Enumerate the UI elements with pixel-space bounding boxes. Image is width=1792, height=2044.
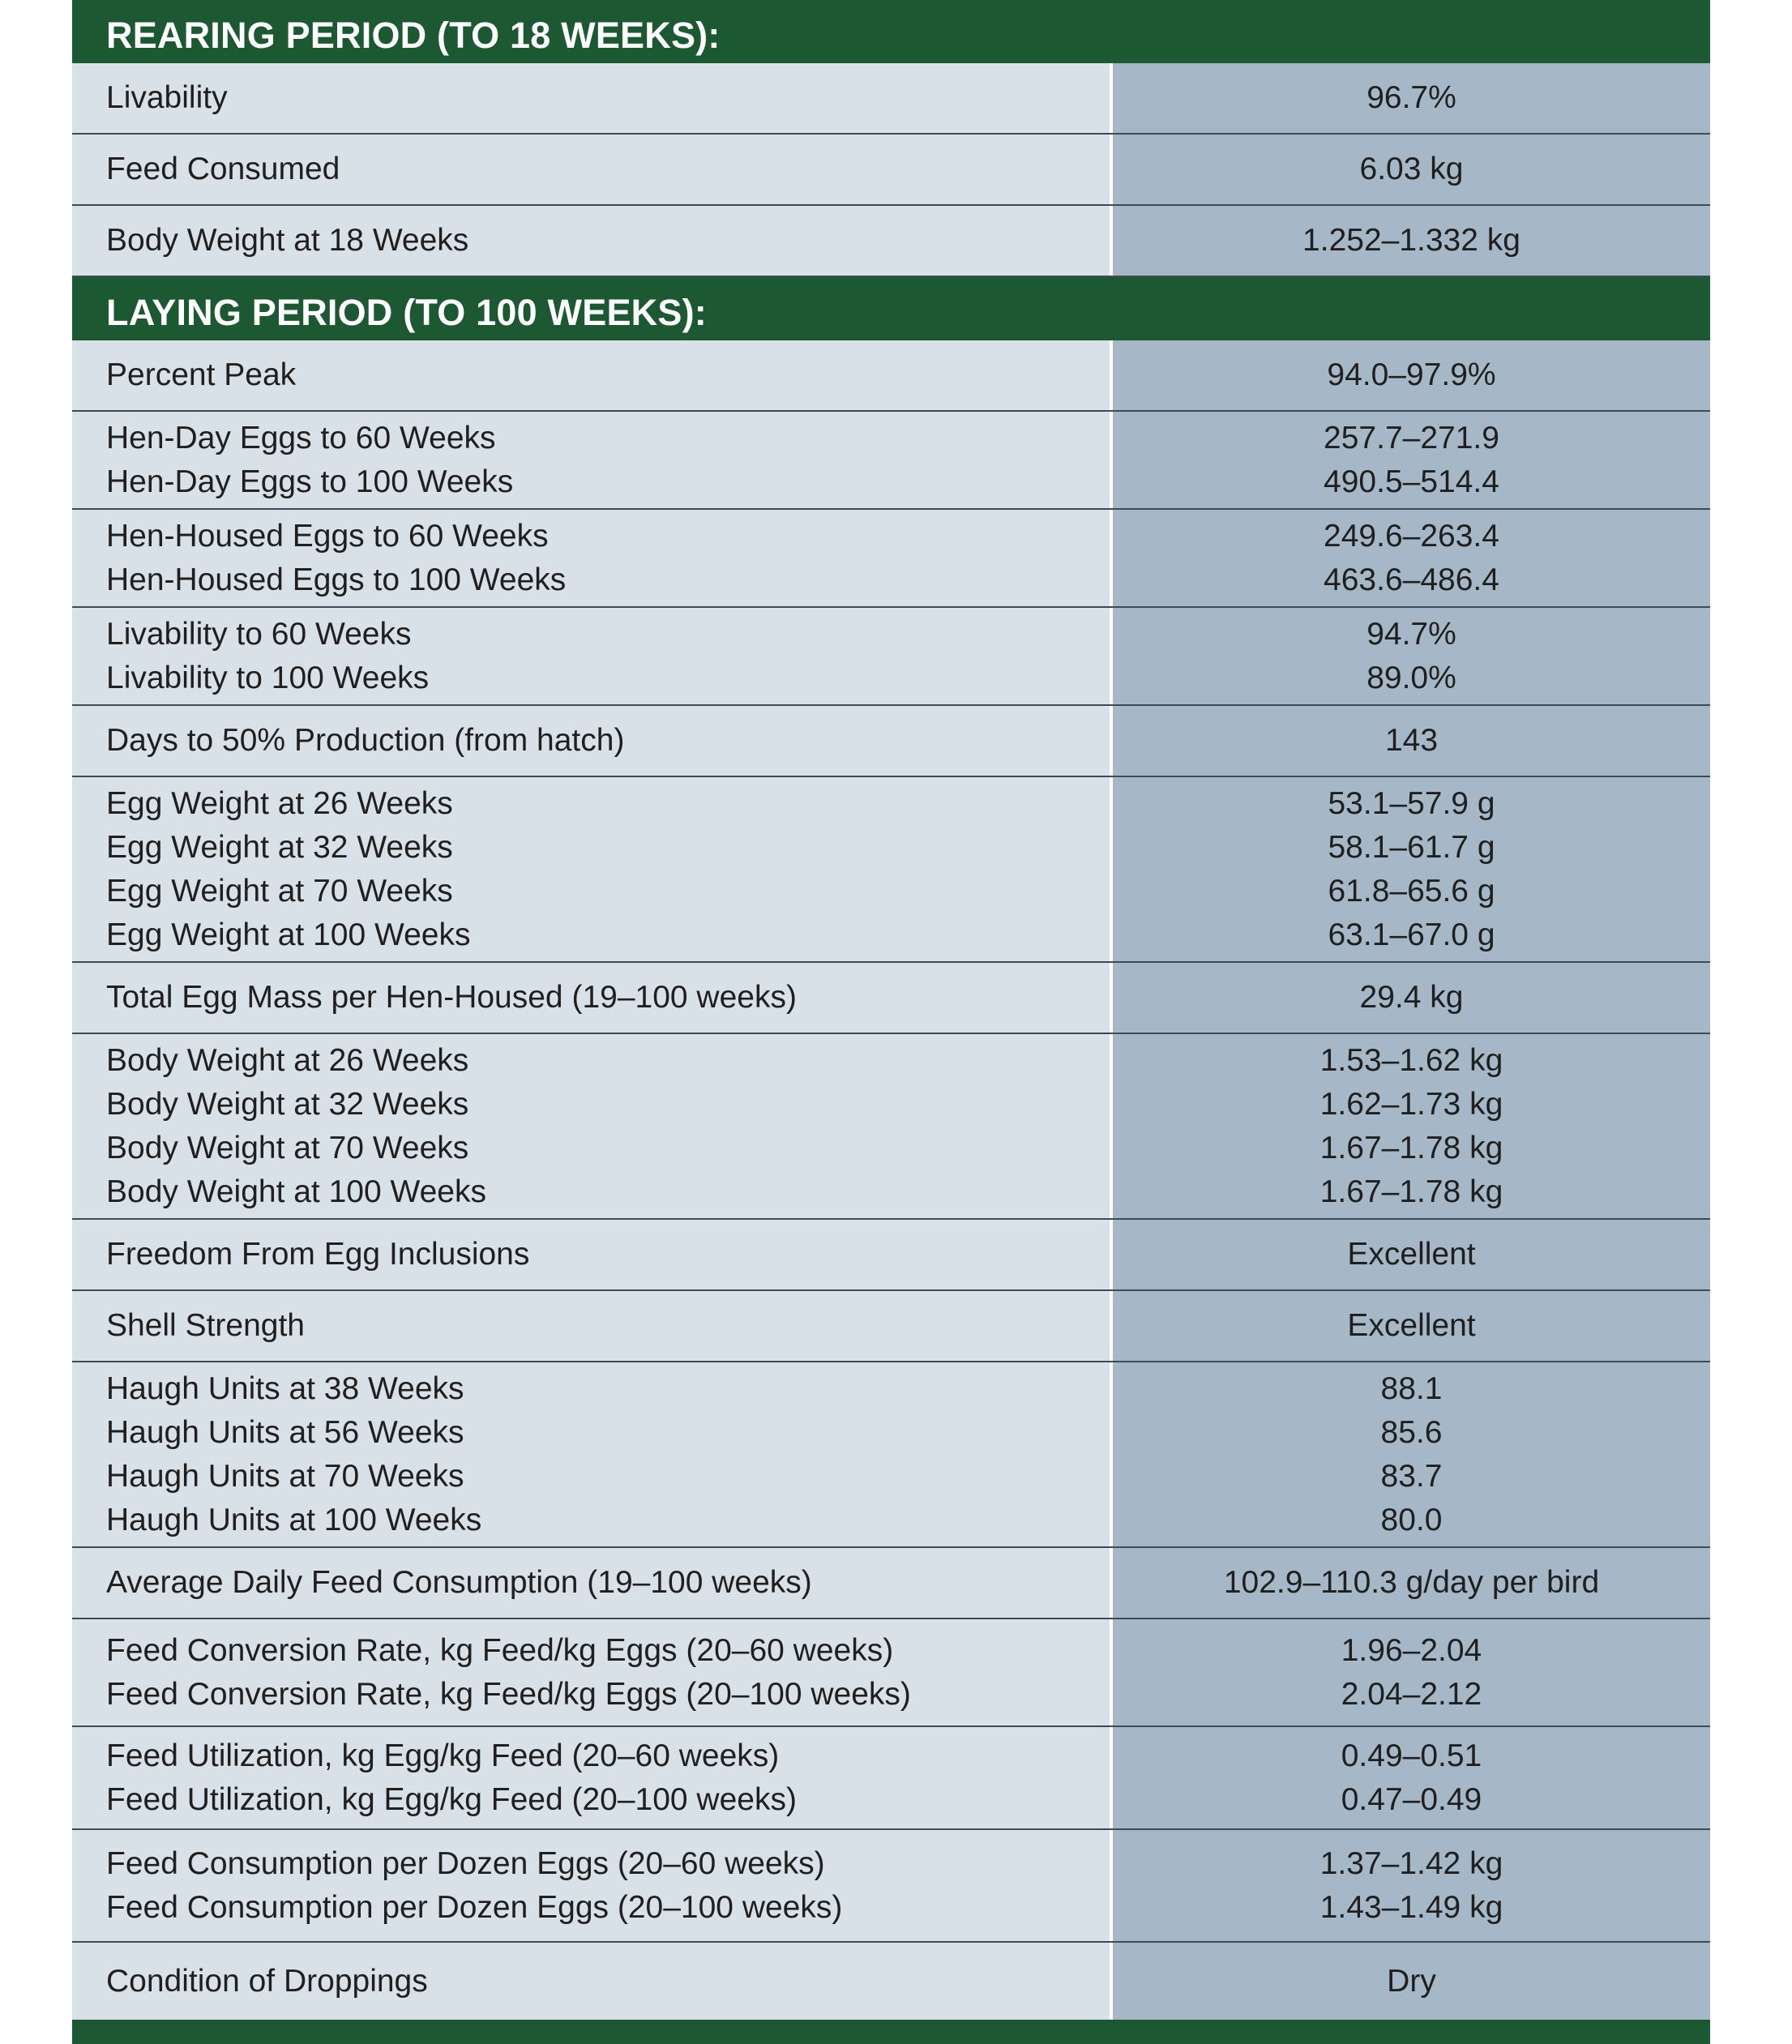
row-value: 6.03 kg [1359, 152, 1464, 186]
row-value: 1.67–1.78 kg [1319, 1174, 1503, 1209]
row-value-cell [1110, 1619, 1710, 1725]
row-value: 143 [1384, 723, 1439, 758]
row-label: Hen-Housed Eggs to 100 Weeks [106, 562, 567, 597]
row-value: Dry [1387, 1963, 1436, 1999]
row-value-cell [1110, 963, 1710, 1033]
row-label: Body Weight at 26 Weeks [106, 1042, 469, 1078]
row-label: Feed Consumed [106, 152, 340, 186]
row-value: 257.7–271.9 [1324, 420, 1499, 455]
row-label: Feed Consumption per Dozen Eggs (20–100 weeks) [106, 1889, 843, 1925]
row-label-cell [72, 135, 1110, 204]
table-row [72, 1362, 1710, 1548]
row-value: Excellent [1347, 1237, 1476, 1272]
row-label: Egg Weight at 32 Weeks [106, 829, 453, 865]
row-value: 0.47–0.49 [1341, 1781, 1482, 1817]
row-value-cell [1110, 1548, 1710, 1618]
row-label-cell [72, 777, 1110, 961]
table-row [72, 1830, 1710, 1943]
table-row [72, 63, 1710, 135]
row-value: 0.49–0.51 [1341, 1738, 1482, 1773]
row-label: Hen-Housed Eggs to 60 Weeks [106, 518, 549, 554]
row-value: 1.53–1.62 kg [1319, 1042, 1503, 1078]
row-value: 1.252–1.332 kg [1302, 223, 1520, 258]
row-value: 61.8–65.6 g [1328, 873, 1495, 909]
row-value-cell [1110, 1291, 1710, 1361]
table-row [72, 135, 1710, 206]
row-value: 88.1 [1380, 1371, 1443, 1406]
table-row [72, 608, 1710, 706]
table-row [72, 706, 1710, 777]
row-value-cell [1110, 1220, 1710, 1289]
row-label: Shell Strength [106, 1308, 305, 1343]
row-label-cell [72, 1943, 1110, 2020]
row-label: Hen-Day Eggs to 100 Weeks [106, 464, 514, 499]
row-label: Feed Utilization, kg Egg/kg Feed (20–60 weeks) [106, 1738, 780, 1773]
row-value-cell [1110, 340, 1710, 410]
row-label: Days to 50% Production (from hatch) [106, 723, 625, 758]
row-value: 63.1–67.0 g [1328, 917, 1495, 952]
table-row [72, 1034, 1710, 1220]
row-label: Haugh Units at 100 Weeks [106, 1502, 482, 1537]
table-row [72, 1220, 1710, 1291]
table-row [72, 963, 1710, 1034]
row-label: Condition of Droppings [106, 1963, 428, 1999]
row-label: Feed Conversion Rate, kg Feed/kg Eggs (20–100 weeks) [106, 1676, 911, 1712]
row-label: Body Weight at 32 Weeks [106, 1086, 469, 1122]
row-value: 94.7% [1366, 616, 1456, 652]
row-value: 490.5–514.4 [1324, 464, 1499, 499]
table-row [72, 777, 1710, 963]
row-label-cell [72, 206, 1110, 276]
row-label-cell [72, 1548, 1110, 1618]
row-value: 94.0–97.9% [1327, 357, 1496, 392]
row-value-cell [1110, 206, 1710, 276]
row-value: 1.67–1.78 kg [1319, 1130, 1503, 1165]
row-label: Livability to 100 Weeks [106, 660, 430, 695]
row-label-cell [72, 1291, 1110, 1361]
row-value: 2.04–2.12 [1341, 1676, 1482, 1712]
row-label-cell [72, 1830, 1110, 1941]
row-label: Feed Consumption per Dozen Eggs (20–60 weeks) [106, 1845, 825, 1881]
row-value: 463.6–486.4 [1324, 562, 1499, 597]
row-value: 1.62–1.73 kg [1319, 1086, 1503, 1122]
row-label-cell [72, 63, 1110, 133]
table-row [72, 1943, 1710, 2020]
row-value: 96.7% [1366, 80, 1456, 115]
row-label: Total Egg Mass per Hen-Housed (19–100 weeks) [106, 980, 797, 1015]
row-value-cell [1110, 1362, 1710, 1546]
row-value: 85.6 [1380, 1414, 1443, 1450]
row-label-cell [72, 1362, 1110, 1546]
row-label: Egg Weight at 100 Weeks [106, 917, 471, 952]
row-value: 58.1–61.7 g [1328, 829, 1495, 865]
row-value-cell [1110, 1830, 1710, 1941]
footer-bar [72, 2020, 1710, 2044]
row-value: 80.0 [1380, 1502, 1443, 1537]
row-label: Haugh Units at 56 Weeks [106, 1414, 464, 1450]
row-value-cell [1110, 777, 1710, 961]
row-value: 1.37–1.42 kg [1319, 1845, 1503, 1881]
table-row [72, 206, 1710, 277]
row-label-cell [72, 340, 1110, 410]
row-label-cell [72, 706, 1110, 776]
table-row [72, 1548, 1710, 1619]
row-value-cell [1110, 1034, 1710, 1218]
row-value: 83.7 [1380, 1458, 1443, 1494]
row-value: 1.43–1.49 kg [1319, 1889, 1503, 1925]
row-label: Egg Weight at 70 Weeks [106, 873, 453, 909]
row-value-cell [1110, 608, 1710, 704]
row-value-cell [1110, 1727, 1710, 1828]
row-value-cell [1110, 510, 1710, 606]
row-value: 249.6–263.4 [1324, 518, 1499, 554]
row-value-cell [1110, 135, 1710, 204]
row-label: Body Weight at 100 Weeks [106, 1174, 486, 1209]
row-label-cell [72, 963, 1110, 1033]
row-label: Feed Conversion Rate, kg Feed/kg Eggs (20–60 weeks) [106, 1632, 894, 1668]
row-value-cell [1110, 1943, 1710, 2020]
row-label-cell [72, 1034, 1110, 1218]
row-value-cell [1110, 412, 1710, 508]
row-label-cell [72, 1619, 1110, 1725]
row-value: 1.96–2.04 [1341, 1632, 1482, 1668]
table-row [72, 340, 1710, 412]
row-label: Percent Peak [106, 357, 297, 392]
row-label: Body Weight at 18 Weeks [106, 223, 469, 258]
row-label: Livability [106, 80, 228, 115]
row-value: 102.9–110.3 g/day per bird [1223, 1565, 1600, 1600]
row-label: Feed Utilization, kg Egg/kg Feed (20–100 weeks) [106, 1781, 797, 1817]
row-label: Haugh Units at 38 Weeks [106, 1371, 464, 1406]
table-row [72, 1291, 1710, 1362]
row-label-cell [72, 608, 1110, 704]
row-label: Livability to 60 Weeks [106, 616, 412, 652]
row-label-cell [72, 1727, 1110, 1828]
performance-table [72, 0, 1710, 2044]
row-label: Average Daily Feed Consumption (19–100 weeks) [106, 1565, 812, 1600]
row-value: Excellent [1347, 1308, 1476, 1343]
row-label-cell [72, 1220, 1110, 1289]
row-label: Freedom From Egg Inclusions [106, 1237, 530, 1272]
row-label: Haugh Units at 70 Weeks [106, 1458, 464, 1494]
row-label: Hen-Day Eggs to 60 Weeks [106, 420, 496, 455]
row-value-cell [1110, 63, 1710, 133]
table-row [72, 1619, 1710, 1727]
section-header: LAYING PERIOD (TO 100 WEEKS): [72, 277, 1710, 340]
row-label: Egg Weight at 26 Weeks [106, 785, 453, 821]
row-label-cell [72, 510, 1110, 606]
section-header: REARING PERIOD (TO 18 WEEKS): [72, 0, 1710, 63]
row-value: 53.1–57.9 g [1328, 785, 1495, 821]
row-label: Body Weight at 70 Weeks [106, 1130, 469, 1165]
table-row [72, 510, 1710, 608]
row-value: 29.4 kg [1359, 980, 1464, 1015]
row-label-cell [72, 412, 1110, 508]
row-value-cell [1110, 706, 1710, 776]
table-row [72, 1727, 1710, 1830]
row-value: 89.0% [1366, 660, 1456, 695]
table-row [72, 412, 1710, 510]
